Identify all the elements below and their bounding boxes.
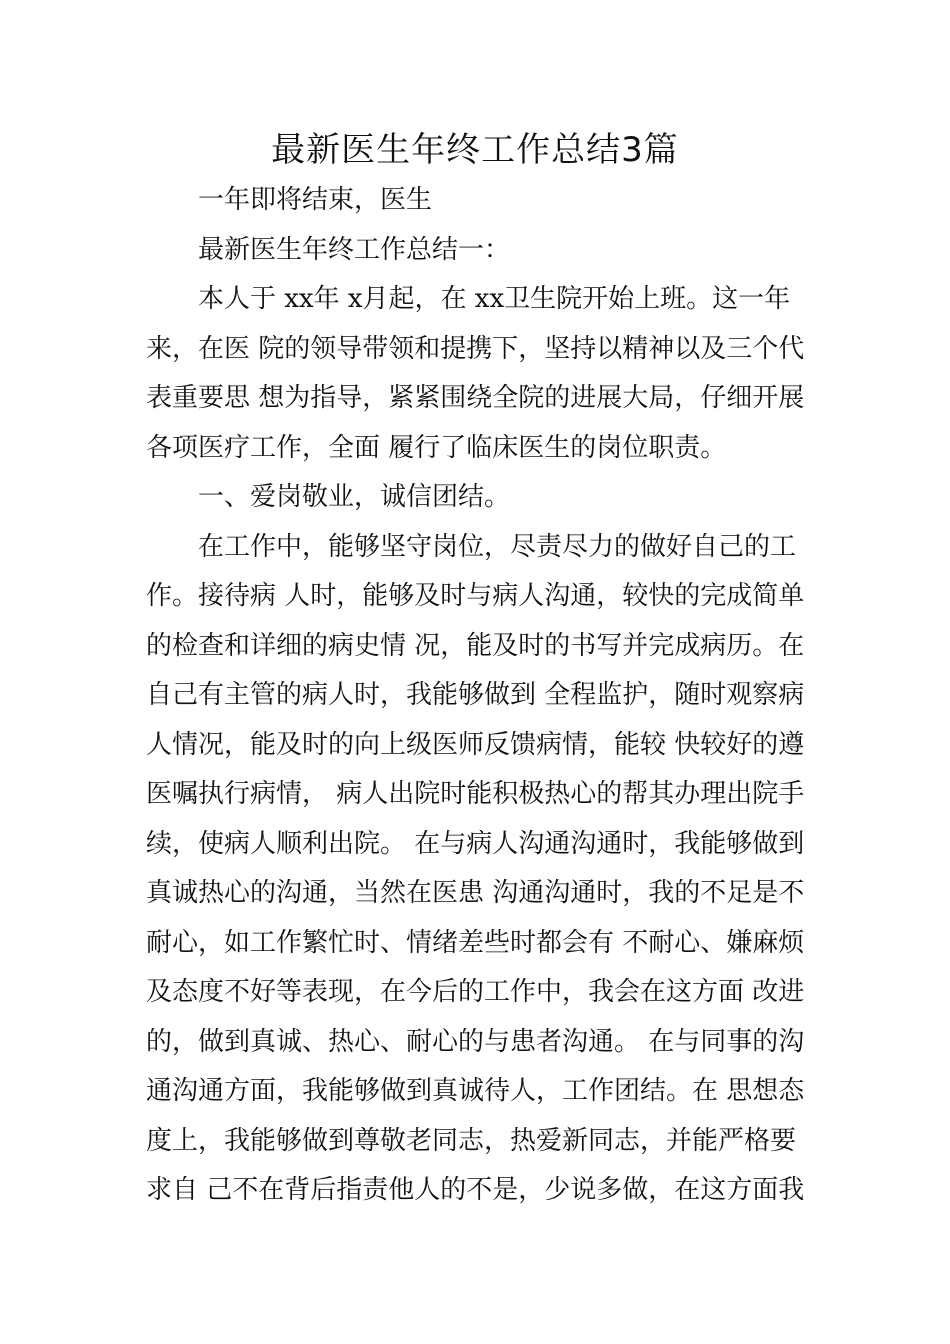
text-line: 求自 己不在背后指责他人的不是，少说多做，在这方面我 (146, 1175, 805, 1205)
text-line: 的检查和详细的病史情 况，能及时的书写并完成病历。在 (146, 630, 805, 661)
text-line: 作。接待病 人时，能够及时与病人沟通，较快的完成简单 (146, 581, 805, 611)
text-line: 各项医疗工作，全面 履行了临床医生的岗位职责。 (146, 432, 727, 463)
text-line: 通沟通方面，我能够做到真诚待人，工作团结。在 思想态 (146, 1076, 805, 1106)
text-line: 真诚热心的沟通，当然在医患 沟通沟通时，我的不足是不 (146, 878, 805, 908)
text-line: 医嘱执行病情， 病人出院时能积极热心的帮其办理出院手 (146, 779, 805, 809)
text-line: 表重要思 想为指导，紧紧围绕全院的进展大局，仔细开展 (146, 383, 805, 413)
text-line: 续，使病人顺利出院。 在与病人沟通沟通时，我能够做到 (146, 828, 805, 859)
text-line: 一、爱岗敬业，诚信团结。 (198, 482, 511, 512)
text-line: 人情况，能及时的向上级医师反馈病情，能较 快较好的遵 (146, 729, 805, 760)
text-line: 度上，我能够做到尊敬老同志，热爱新同志，并能严格要 (146, 1125, 797, 1156)
text-line: 自己有主管的病人时，我能够做到 全程监护，随时观察病 (146, 680, 805, 710)
text-line: 来，在医 院的领导带领和提携下，坚持以精神以及三个代 (146, 333, 805, 364)
text-line: 耐心，如工作繁忙时、情绪差些时都会有 不耐心、嫌麻烦 (146, 927, 805, 958)
text-line: 及态度不好等表现，在今后的工作中，我会在这方面 改进 (146, 977, 805, 1007)
document-body (146, 176, 808, 1216)
text-line: 的，做到真诚、热心、耐心的与患者沟通。 在与同事的沟 (146, 1026, 805, 1057)
text-line: 一年即将结束，医生 (198, 185, 433, 215)
document-title: 最新医生年终工作总结3篇 (271, 130, 679, 170)
text-line: 本人于 xx年 x月起，在 xx卫生院开始上班。这一年 (198, 284, 791, 314)
text-line: 最新医生年终工作总结一： (198, 234, 511, 265)
text-line: 在工作中，能够坚守岗位，尽责尽力的做好自己的工 (198, 531, 797, 562)
